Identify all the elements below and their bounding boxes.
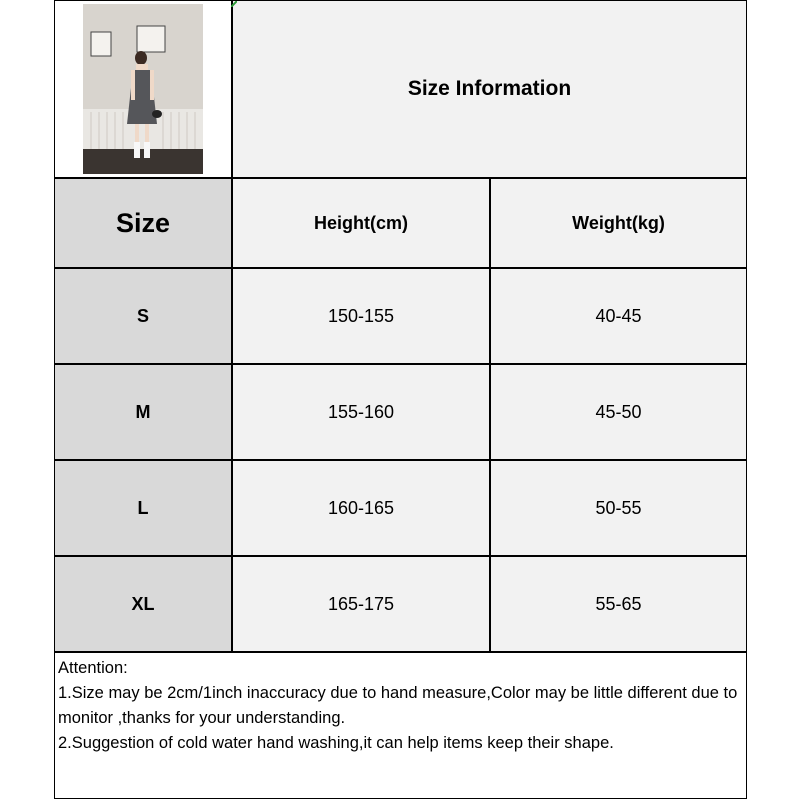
table-row-height <box>233 269 489 363</box>
divider <box>55 363 746 365</box>
corner-mark-icon <box>231 1 237 7</box>
table-row-weight <box>491 461 746 555</box>
divider <box>55 267 746 269</box>
divider <box>55 651 746 653</box>
weight-value: 50-55 <box>595 497 642 518</box>
size-label: M <box>135 401 151 422</box>
height-value: 160-165 <box>327 497 395 518</box>
divider <box>489 177 491 653</box>
divider <box>55 177 746 179</box>
table-row-height <box>233 365 489 459</box>
table-row-height <box>233 461 489 555</box>
attention-notes <box>58 656 743 756</box>
photo-cell <box>55 1 231 177</box>
weight-header-cell <box>491 179 746 267</box>
weight-column-header: Weight(kg) <box>572 212 665 233</box>
note-line: 2.Suggestion of cold water hand washing,it can help items keep their shape. <box>58 734 614 752</box>
table-row-size <box>55 557 231 651</box>
table-row-weight <box>491 269 746 363</box>
divider <box>231 1 233 653</box>
weight-value: 40-45 <box>595 305 642 326</box>
size-label: XL <box>131 593 155 614</box>
height-header-cell <box>233 179 489 267</box>
weight-value: 55-65 <box>595 593 642 614</box>
note-line: 1.Size may be 2cm/1inch inaccuracy due to hand measure,Color may be little different due to monitor ,thanks for your understanding. <box>58 684 738 727</box>
table-row-size <box>55 269 231 363</box>
size-column-header: Size <box>115 207 171 238</box>
title-cell <box>233 1 746 177</box>
size-label: L <box>137 497 149 518</box>
table-row-weight <box>491 557 746 651</box>
table-row-height <box>233 557 489 651</box>
size-chart <box>54 0 747 799</box>
height-value: 150-155 <box>327 305 395 326</box>
notes-title: Attention: <box>58 659 128 677</box>
page-title: Size Information <box>407 77 572 100</box>
size-header-cell <box>55 179 231 267</box>
divider <box>55 459 746 461</box>
table-row-weight <box>491 365 746 459</box>
weight-value: 45-50 <box>595 401 642 422</box>
height-value: 155-160 <box>327 401 395 422</box>
table-row-size <box>55 365 231 459</box>
divider <box>55 555 746 557</box>
product-photo-icon <box>83 4 203 174</box>
size-label: S <box>136 305 149 326</box>
height-value: 165-175 <box>327 593 395 614</box>
table-row-size <box>55 461 231 555</box>
height-column-header: Height(cm) <box>314 212 408 233</box>
